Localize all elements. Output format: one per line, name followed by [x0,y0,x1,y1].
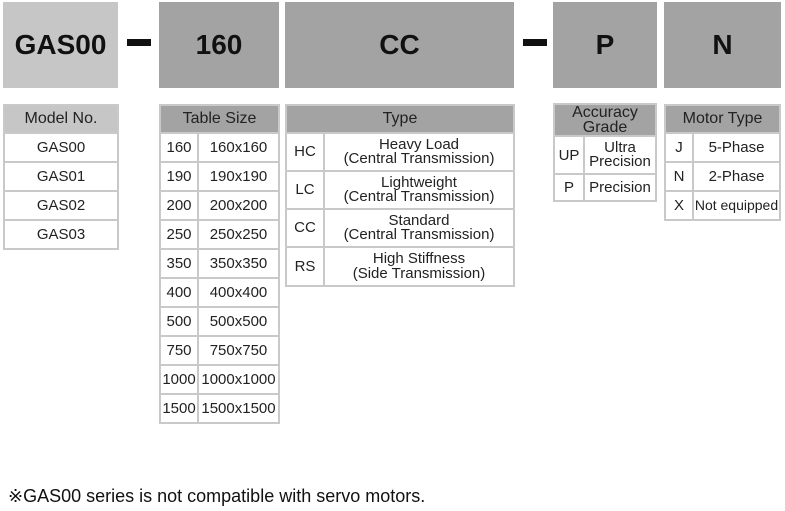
motor-value-cell: 2-Phase [693,162,780,191]
type-code-cell: HC [286,133,324,171]
accuracy-desc-line: Precision [589,153,651,171]
separator-dash [523,39,547,46]
type-code-box: CC [285,2,514,88]
size-value-cell: 1500x1500 [198,394,279,423]
size-code-cell: 1500 [160,394,198,423]
separator-dash [127,39,151,46]
size-value-cell: 190x190 [198,162,279,191]
type-desc-line: Lightweight [381,173,457,191]
model-no-header: Model No. [4,105,118,133]
size-code-cell: 250 [160,220,198,249]
type-desc-line: High Stiffness [372,250,466,268]
size-value-cell: 1000x1000 [198,365,279,394]
accuracy-code-box: P [553,2,657,88]
type-desc-cell [324,209,514,247]
motor-type-table [664,104,781,221]
type-desc-line: (Side Transmission) [352,264,486,282]
accuracy-header-line: Accuracy [572,104,638,121]
accuracy-header [554,104,656,136]
size-value-cell: 500x500 [198,307,279,336]
accuracy-code-cell: P [554,174,584,201]
motor-value-cell: Not equipped [693,191,780,220]
size-value-cell: 160x160 [198,133,279,162]
type-desc-line: Heavy Load [378,135,460,153]
type-header: Type [286,105,514,133]
size-value-cell: 750x750 [198,336,279,365]
type-code-cell: RS [286,247,324,286]
accuracy-desc-cell [584,136,656,174]
motor-value-cell: 5-Phase [693,133,780,162]
motor-code-box: N [664,2,781,88]
accuracy-grade-table [553,103,657,202]
accuracy-code-cell: UP [554,136,584,174]
size-code-cell: 400 [160,278,198,307]
type-desc-line: (Central Transmission) [343,188,495,205]
accuracy-desc-line: Ultra [604,139,636,157]
type-desc-line: (Central Transmission) [343,226,495,243]
type-code-cell: CC [286,209,324,247]
type-code-cell: LC [286,171,324,209]
size-value-cell: 200x200 [198,191,279,220]
type-desc-line: (Central Transmission) [343,150,495,167]
size-code-cell: 350 [160,249,198,278]
size-code-cell: 190 [160,162,198,191]
size-code-cell: 750 [160,336,198,365]
model-no-cell: GAS00 [4,133,118,162]
type-desc-line: Standard [388,211,450,229]
size-value-cell: 400x400 [198,278,279,307]
motor-header: Motor Type [665,105,780,133]
size-code-cell: 1000 [160,365,198,394]
size-code-cell: 500 [160,307,198,336]
model-code-box: GAS00 [3,2,118,88]
size-code-box: 160 [159,2,279,88]
footnote: ※GAS00 series is not compatible with servo motors. [8,486,426,506]
accuracy-header-line: Grade [582,119,628,137]
accuracy-desc-cell: Precision [584,174,656,201]
model-no-cell: GAS03 [4,220,118,249]
type-desc-cell [324,247,514,286]
model-no-cell: GAS02 [4,191,118,220]
model-no-cell: GAS01 [4,162,118,191]
table-size-table [159,104,280,424]
type-desc-cell [324,133,514,171]
size-code-cell: 160 [160,133,198,162]
type-desc-cell [324,171,514,209]
size-value-cell: 250x250 [198,220,279,249]
size-value-cell: 350x350 [198,249,279,278]
motor-code-cell: N [665,162,693,191]
size-code-cell: 200 [160,191,198,220]
table-size-header: Table Size [160,105,279,133]
motor-code-cell: X [665,191,693,220]
motor-code-cell: J [665,133,693,162]
model-no-table [3,104,119,250]
type-table [285,104,515,287]
